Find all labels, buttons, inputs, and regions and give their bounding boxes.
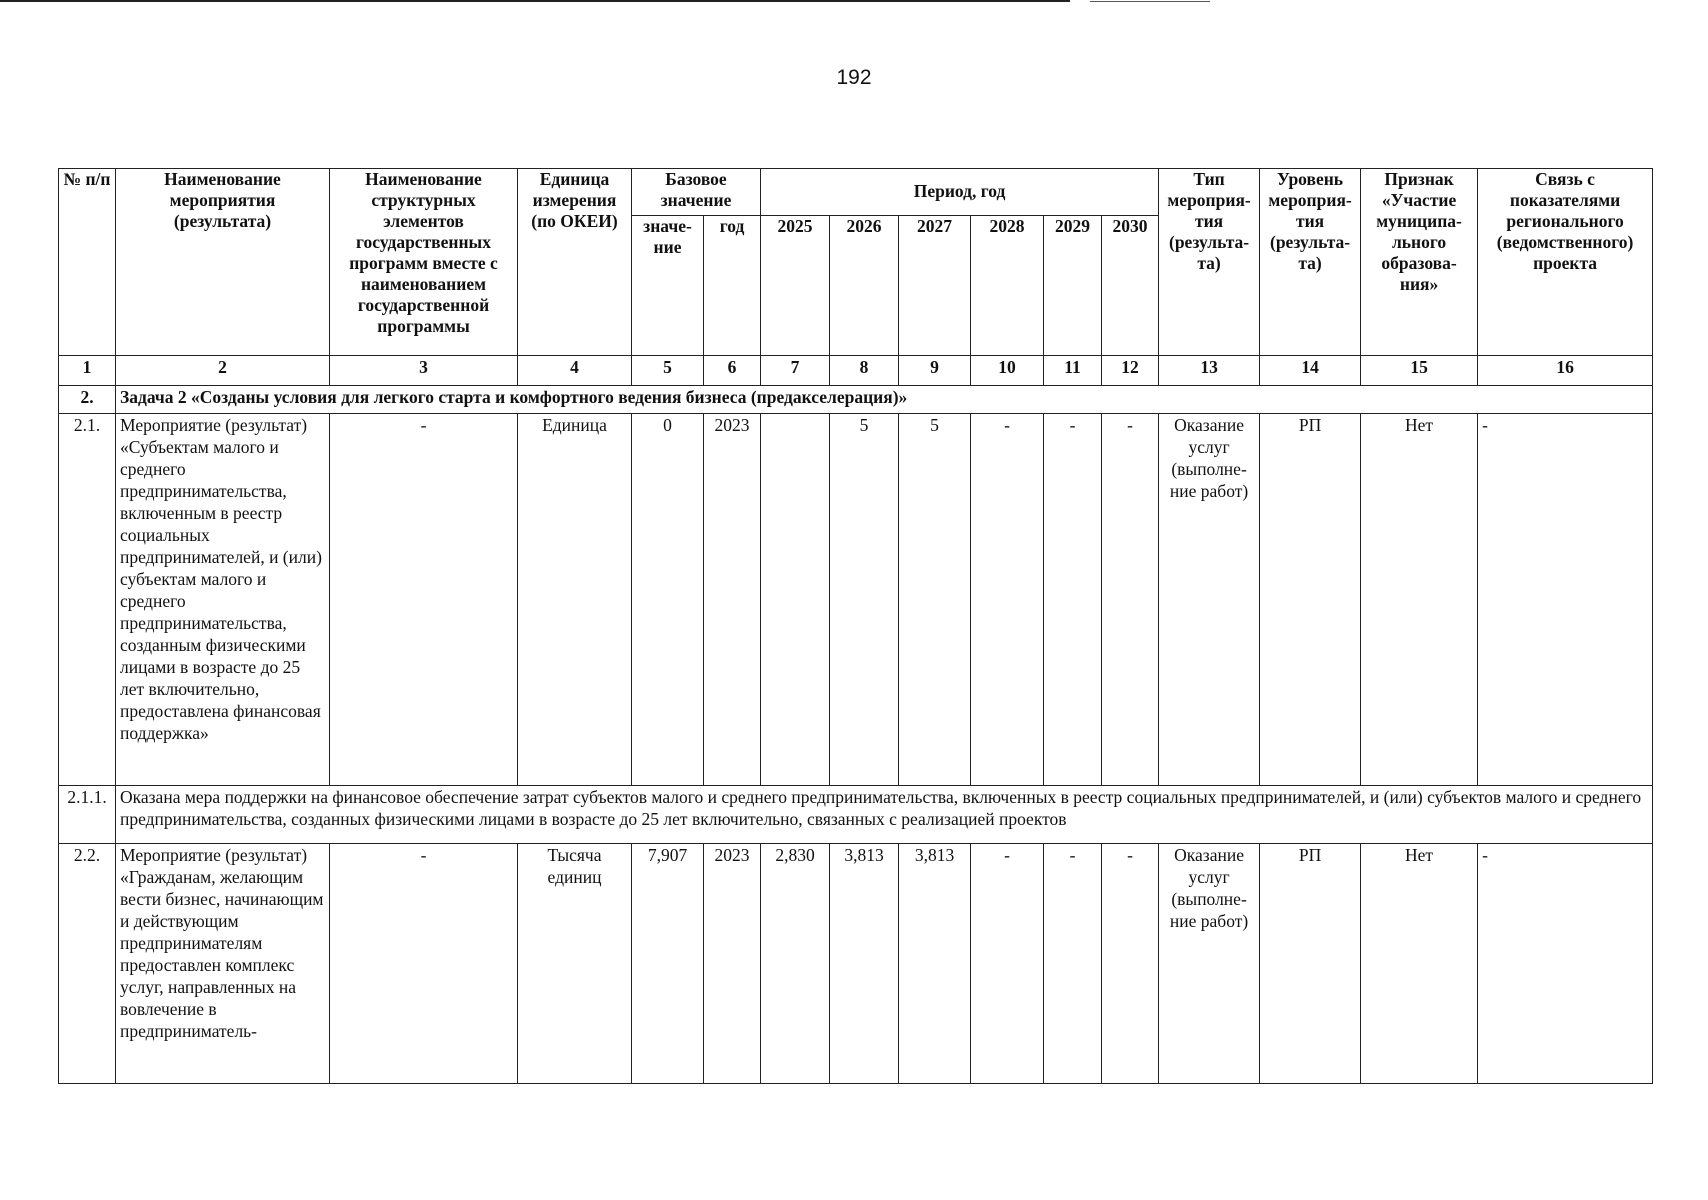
top-border-line [0, 0, 1070, 2]
task-row [59, 386, 1653, 414]
row-name: Мероприятие (результат) «Гражданам, желающим вести бизнес, начинающим и действующим предпринимателям предоставлен комплекс услуг, направленных на вовлечение в предприниматель- [116, 844, 330, 1084]
task-num: 2. [59, 386, 116, 414]
row-y2028: - [971, 414, 1044, 786]
row-y2026: 3,813 [830, 844, 899, 1084]
row-unit: Тысяча единиц [518, 844, 632, 1084]
header-year-2029: 2029 [1044, 216, 1102, 356]
header-link: Связь с показателями регионального (ведомственного) проекта [1478, 169, 1653, 356]
column-number: 2 [116, 356, 330, 386]
row-num: 2.1. [59, 414, 116, 786]
column-number: 14 [1260, 356, 1361, 386]
column-number: 12 [1102, 356, 1159, 386]
column-number: 9 [899, 356, 971, 386]
column-number: 8 [830, 356, 899, 386]
column-number: 7 [761, 356, 830, 386]
column-number: 3 [330, 356, 518, 386]
column-number: 1 [59, 356, 116, 386]
header-period: Период, год [761, 169, 1159, 216]
header-base-value: значе-ние [632, 216, 704, 356]
row-y2029: - [1044, 414, 1102, 786]
row-y2025: 2,830 [761, 844, 830, 1084]
row-type: Оказание услуг (выполне-ние работ) [1159, 844, 1260, 1084]
row-municipal: Нет [1361, 414, 1478, 786]
row-link: - [1478, 844, 1653, 1084]
row-base-year: 2023 [704, 414, 761, 786]
header-year-2025: 2025 [761, 216, 830, 356]
row-y2029: - [1044, 844, 1102, 1084]
row-structural: - [330, 414, 518, 786]
row-base-value: 0 [632, 414, 704, 786]
page-number: 192 [836, 66, 872, 89]
column-number: 4 [518, 356, 632, 386]
header-base-year: год [704, 216, 761, 356]
row-structural: - [330, 844, 518, 1084]
subrow [59, 786, 1653, 844]
row-y2028: - [971, 844, 1044, 1084]
top-border-line-short [1090, 1, 1210, 2]
column-number: 13 [1159, 356, 1260, 386]
row-link: - [1478, 414, 1653, 786]
header-municipal: Признак «Участие муниципа-льного образова-ния» [1361, 169, 1478, 356]
header-level: Уровень мероприя-тия (результа-та) [1260, 169, 1361, 356]
column-number: 5 [632, 356, 704, 386]
header-unit: Единица измерения (по ОКЕИ) [518, 169, 632, 356]
header-type: Тип мероприя-тия (результа-та) [1159, 169, 1260, 356]
row-y2026: 5 [830, 414, 899, 786]
header-name: Наименование мероприятия (результата) [116, 169, 330, 356]
column-number: 6 [704, 356, 761, 386]
column-number: 16 [1478, 356, 1653, 386]
table-row [59, 414, 1653, 786]
column-number-row [59, 356, 1653, 386]
row-type: Оказание услуг (выполне-ние работ) [1159, 414, 1260, 786]
header-base: Базовое значение [632, 169, 761, 216]
row-y2027: 3,813 [899, 844, 971, 1084]
header-year-2027: 2027 [899, 216, 971, 356]
header-num: № п/п [59, 169, 116, 356]
row-y2030: - [1102, 414, 1159, 786]
table-row [59, 844, 1653, 1084]
column-number: 10 [971, 356, 1044, 386]
row-base-year: 2023 [704, 844, 761, 1084]
row-name: Мероприятие (результат) «Субъектам малого и среднего предпринимательства, включенным в реестр социальных предпринимателей, и (или) субъектам малого и среднего предпринимательства, созданным физическими лицами в возрасте до 25 лет включительно, предоставлена финансовая поддержка» [116, 414, 330, 786]
subrow-text: Оказана мера поддержки на финансовое обеспечение затрат субъектов малого и среднего предпринимательства, включенных в реестр социальных предпринимателей, и (или) субъектов малого и среднего предпринимательства, созданных физическими лицами в возрасте до 25 лет включительно, связанных с реализацией проектов [116, 786, 1653, 844]
header-year-2028: 2028 [971, 216, 1044, 356]
row-y2027: 5 [899, 414, 971, 786]
column-number: 11 [1044, 356, 1102, 386]
header-year-2030: 2030 [1102, 216, 1159, 356]
column-number: 15 [1361, 356, 1478, 386]
row-y2030: - [1102, 844, 1159, 1084]
task-title: Задача 2 «Созданы условия для легкого старта и комфортного ведения бизнеса (предакселерация)» [116, 386, 1653, 414]
measures-table [58, 168, 1653, 1084]
row-num: 2.2. [59, 844, 116, 1084]
row-base-value: 7,907 [632, 844, 704, 1084]
subrow-num: 2.1.1. [59, 786, 116, 844]
row-municipal: Нет [1361, 844, 1478, 1084]
row-level: РП [1260, 844, 1361, 1084]
row-level: РП [1260, 414, 1361, 786]
row-y2025 [761, 414, 830, 786]
header-year-2026: 2026 [830, 216, 899, 356]
header-row-1 [59, 169, 1653, 216]
header-structural: Наименование структурных элементов государственных программ вместе с наименованием государственной программы [330, 169, 518, 356]
row-unit: Единица [518, 414, 632, 786]
